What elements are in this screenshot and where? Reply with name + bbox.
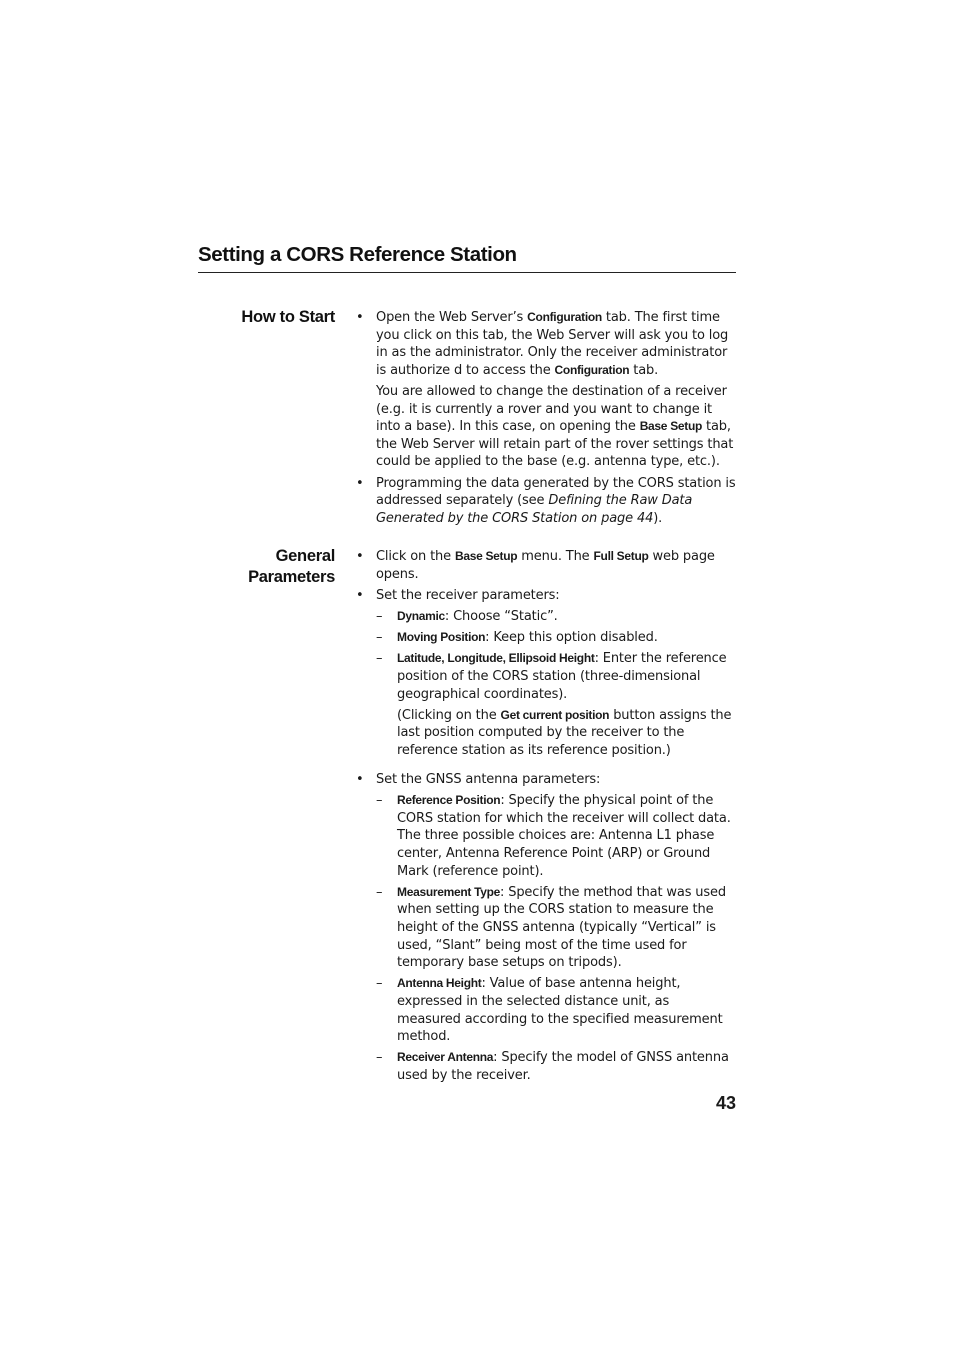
text: Programming the data generated by the CORS station is addressed separately (see xyxy=(376,475,736,509)
ui-term: Moving Position xyxy=(397,630,486,645)
list-item xyxy=(356,475,736,528)
ui-term: Full Setup xyxy=(593,549,649,563)
list-item xyxy=(356,309,736,379)
ui-term: Base Setup xyxy=(454,549,518,563)
label-line: General xyxy=(275,547,335,565)
ui-term: Base Setup xyxy=(639,419,703,434)
general-parameters-label xyxy=(248,546,335,588)
text: Set the GNSS antenna parameters: xyxy=(376,772,601,788)
dash-marker: – xyxy=(376,651,383,667)
text: Set the receiver parameters: xyxy=(376,587,560,603)
ui-term: Get current position xyxy=(500,707,610,722)
dash-marker: – xyxy=(376,608,383,624)
ui-term: Configuration xyxy=(527,310,602,324)
ui-term: Latitude, Longitude, Ellipsoid Height xyxy=(397,651,595,666)
paragraph xyxy=(356,383,736,471)
dash-marker: – xyxy=(376,630,383,646)
section-heading: Setting a CORS Reference Station xyxy=(198,243,517,266)
list-item xyxy=(356,548,736,583)
text: web page opens. xyxy=(376,549,715,582)
bullet-marker: • xyxy=(356,587,364,603)
sub-list-item xyxy=(356,792,736,880)
sub-list-item xyxy=(356,629,736,647)
text: (Clicking on the xyxy=(397,707,501,723)
text: You are allowed to change the destination of a receiver (e.g. it is currently a rover and you want to change it into a base). In this case, on opening the xyxy=(376,383,727,435)
label-line: Parameters xyxy=(248,568,335,586)
ui-term: Configuration xyxy=(554,362,630,377)
text: : Keep this option disabled. xyxy=(485,630,658,646)
ui-term: Measurement Type xyxy=(397,884,501,899)
text: ). xyxy=(653,510,663,526)
sub-list-item xyxy=(356,608,736,626)
paragraph xyxy=(356,707,736,760)
how-to-start-label: How to Start xyxy=(241,308,335,326)
sub-list-item xyxy=(356,1049,736,1084)
dash-marker: – xyxy=(376,793,383,809)
text: : Specify the model of GNSS antenna used by the receiver. xyxy=(397,1050,729,1083)
text: : Choose “Static”. xyxy=(444,608,558,624)
bullet-marker: • xyxy=(356,475,364,491)
general-parameters-content xyxy=(356,548,736,1088)
text: : Specify the method that was used when setting up the CORS station to measure the height of the GNSS antenna (typically “Vertical” is used, “Slant” being most of the time used for temporary base setups on tripods). xyxy=(397,884,726,971)
ui-term: Receiver Antenna xyxy=(397,1050,494,1065)
list-item xyxy=(356,771,736,789)
bullet-marker: • xyxy=(356,772,364,788)
list-item xyxy=(356,587,736,605)
text: button assigns the last position computed by the receiver to the reference station as its reference position.) xyxy=(397,707,732,758)
ui-term: Reference Position xyxy=(397,793,501,808)
text: Click on the xyxy=(376,549,455,564)
text: Open the Web Server’s xyxy=(376,310,528,325)
bullet-marker: • xyxy=(356,310,364,325)
page-number: 43 xyxy=(715,1093,736,1113)
sub-list-item xyxy=(356,975,736,1045)
dash-marker: – xyxy=(376,1050,383,1066)
dash-marker: – xyxy=(376,884,383,900)
text: : Enter the reference position of the CORS station (three-dimensional geographical coordinates). xyxy=(397,651,727,702)
cross-reference: Defining the Raw Data Generated by the CORS Station on page 44 xyxy=(376,493,693,526)
text: tab. The first time you click on this tab, the Web Server will ask you to log in as the administrator. Only the receiver administrator is authorize d to access the xyxy=(376,310,729,378)
text: : Specify the physical point of the CORS station for which the receiver will collect data. The three possible choices are: Antenna L1 phase center, Antenna Reference Point (ARP) or Ground Mark (reference point). xyxy=(397,793,731,879)
text: : Value of base antenna height, expressed in the selected distance unit, as measured according to the specified measurement method. xyxy=(397,976,723,1045)
text: menu. The xyxy=(517,549,594,564)
ui-term: Antenna Height xyxy=(397,976,482,991)
text: tab. xyxy=(629,362,659,378)
bullet-marker: • xyxy=(356,549,364,564)
sub-list-item xyxy=(356,884,736,972)
text: tab, the Web Server will retain part of the rover settings that could be applied to the base (e.g. antenna type, etc.). xyxy=(376,419,734,470)
how-to-start-content xyxy=(356,309,736,531)
ui-term: Dynamic xyxy=(397,608,445,623)
heading-rule xyxy=(198,272,736,273)
sub-list-item xyxy=(356,650,736,703)
dash-marker: – xyxy=(376,976,383,992)
